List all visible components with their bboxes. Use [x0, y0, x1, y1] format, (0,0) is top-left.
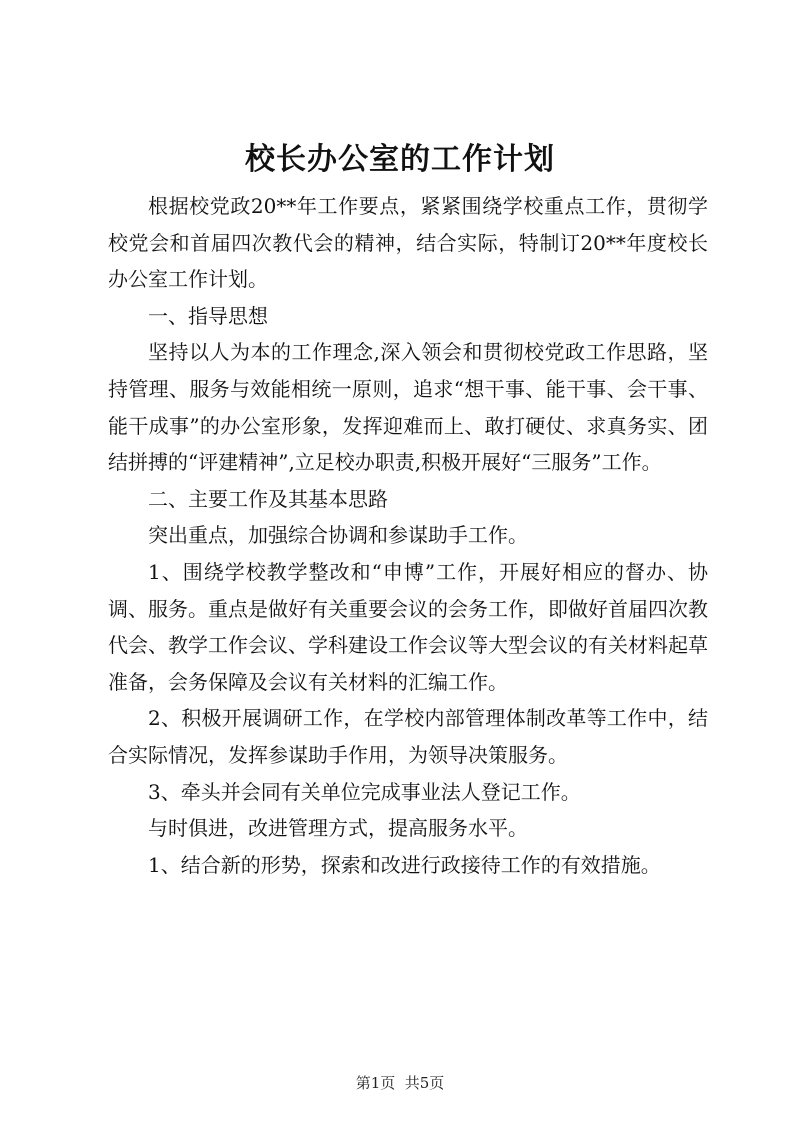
body-paragraph: 与时俱进，改进管理方式，提高服务水平。	[148, 816, 528, 841]
section-heading-guiding-ideology: 一、指导思想	[148, 303, 268, 328]
list-item: 2、积极开展调研工作，在学校内部管理体制改革等工作中，结合实际情况，发挥参谋助手作用，为领导决策服务。	[108, 706, 708, 767]
list-item: 3、牵头并会同有关单位完成事业法人登记工作。	[148, 779, 581, 804]
list-item: 1、结合新的形势，探索和改进行政接待工作的有效措施。	[148, 852, 661, 877]
section-heading-main-work: 二、主要工作及其基本思路	[148, 486, 388, 511]
body-paragraph: 突出重点，加强综合协调和参谋助手工作。	[148, 523, 528, 548]
body-paragraph: 坚持以人为本的工作理念,深入领会和贯彻校党政工作思路，坚持管理、服务与效能相统一原则，追求“想干事、能干事、会干事、能干成事”的办公室形象，发挥迎难而上、敢打硬仗、求真务实、团结拼搏的“评建精神”,立足校办职责,积极开展好“三服务”工作。	[108, 340, 708, 475]
page-number: 第1页 共5页	[355, 1074, 445, 1092]
document-body	[108, 188, 708, 883]
intro-paragraph: 根据校党政20**年工作要点，紧紧围绕学校重点工作，贯彻学校党会和首届四次教代会的精神，结合实际，特制订20**年度校长办公室工作计划。	[108, 194, 708, 292]
document-title: 校长办公室的工作计划	[245, 142, 555, 177]
list-item: 1、围绕学校教学整改和“申博”工作，开展好相应的督办、协调、服务。重点是做好有关重要会议的会务工作，即做好首届四次教代会、教学工作会议、学科建设工作会议等大型会议的有关材料起草准备，会务保障及会议有关材料的汇编工作。	[108, 559, 708, 694]
page-footer	[0, 1073, 800, 1093]
